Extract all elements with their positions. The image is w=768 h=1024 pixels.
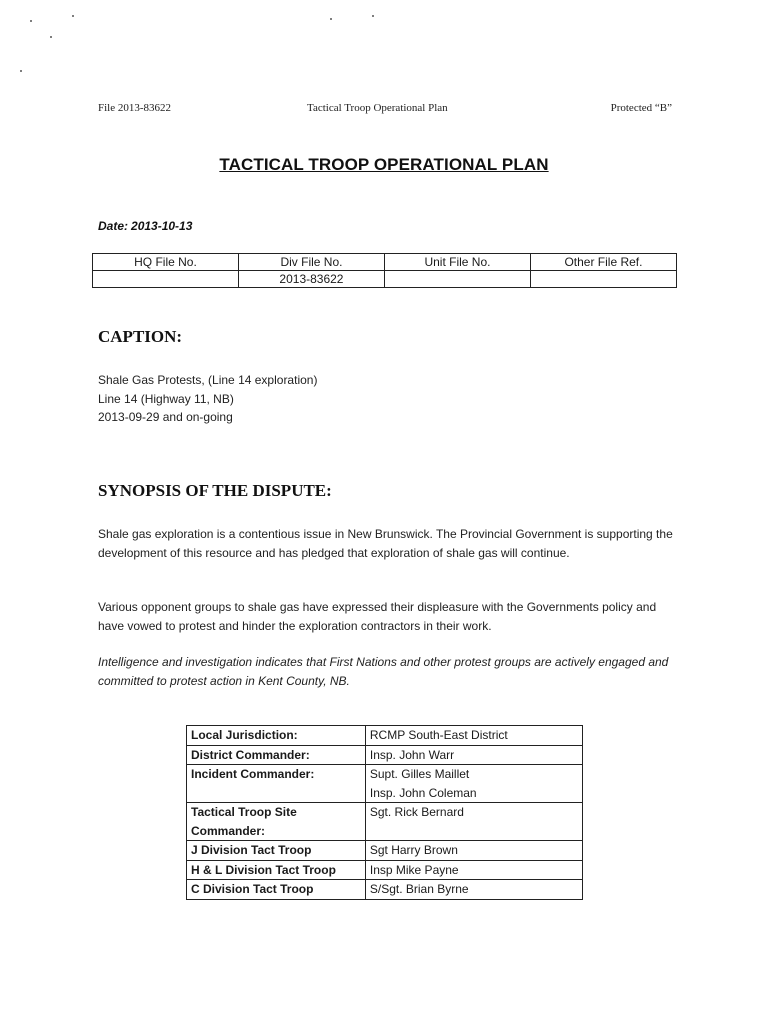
role-label: J Division Tact Troop [187, 841, 366, 861]
caption-line: Shale Gas Protests, (Line 14 exploration) [98, 373, 318, 387]
file-table-header-row [93, 254, 677, 271]
caption-line: Line 14 (Highway 11, NB) [98, 391, 234, 406]
scan-speck [72, 15, 74, 17]
role-name: Supt. Gilles Maillet [369, 767, 470, 781]
table-row [187, 803, 583, 841]
file-table-value-row [93, 271, 677, 288]
date-label: Date: [98, 219, 129, 233]
role-label: District Commander: [187, 745, 366, 765]
running-header [98, 102, 672, 118]
document-date [98, 219, 192, 233]
role-label: Local Jurisdiction: [187, 726, 366, 746]
scan-speck [50, 36, 52, 38]
file-table-cell: 2013-83622 [238, 271, 384, 288]
synopsis-paragraph-italic: Intelligence and investigation indicates that First Nations and other protest groups are actively engaged and committed to protest action in Kent County, NB. [98, 655, 669, 688]
table-row [187, 765, 583, 803]
role-label: H & L Division Tact Troop [187, 860, 366, 880]
role-name: Insp Mike Payne [365, 860, 582, 880]
file-table-header: Div File No. [238, 254, 384, 271]
header-file-ref: File 2013-83622 [98, 102, 172, 114]
command-roles-table [186, 725, 583, 900]
table-row [187, 726, 583, 746]
synopsis-heading: SYNOPSIS OF THE DISPUTE: [98, 481, 332, 500]
role-names [365, 765, 582, 803]
role-name: RCMP South-East District [365, 726, 582, 746]
role-label: Tactical Troop Site Commander: [187, 803, 366, 841]
role-label: C Division Tact Troop [187, 880, 366, 900]
file-table-header: Other File Ref. [530, 254, 676, 271]
role-name: S/Sgt. Brian Byrne [365, 880, 582, 900]
date-value: 2013-10-13 [131, 219, 193, 233]
scan-speck [372, 15, 374, 17]
file-table-cell [530, 271, 676, 288]
role-label: Incident Commander: [187, 765, 366, 803]
document-title: TACTICAL TROOP OPERATIONAL PLAN [219, 155, 549, 174]
header-classification: Protected “B” [610, 102, 672, 114]
header-doc-name: Tactical Troop Operational Plan [307, 102, 448, 114]
file-table-cell [93, 271, 239, 288]
caption-lines [98, 371, 317, 427]
role-name: Sgt. Rick Bernard [365, 803, 582, 841]
role-name: Insp. John Warr [365, 745, 582, 765]
table-row [187, 860, 583, 880]
role-name: Sgt Harry Brown [365, 841, 582, 861]
role-name: Insp. John Coleman [369, 785, 477, 800]
file-table-cell [384, 271, 530, 288]
synopsis-paragraph: Various opponent groups to shale gas have expressed their displeasure with the Governments policy and have vowed to protest and hinder the exploration contractors in their work. [98, 600, 657, 633]
file-table-header: Unit File No. [384, 254, 530, 271]
scan-speck [330, 18, 332, 20]
table-row [187, 745, 583, 765]
scan-speck [20, 70, 22, 72]
file-reference-table [92, 253, 677, 288]
caption-heading: CAPTION: [98, 327, 183, 346]
table-row [187, 841, 583, 861]
scan-speck [30, 20, 32, 22]
table-row [187, 880, 583, 900]
file-table-header: HQ File No. [93, 254, 239, 271]
synopsis-paragraph: Shale gas exploration is a contentious issue in New Brunswick. The Provincial Government is supporting the development of this resource and has pledged that exploration of shale gas will continue. [98, 527, 673, 560]
caption-line: 2013-09-29 and on-going [98, 410, 233, 424]
